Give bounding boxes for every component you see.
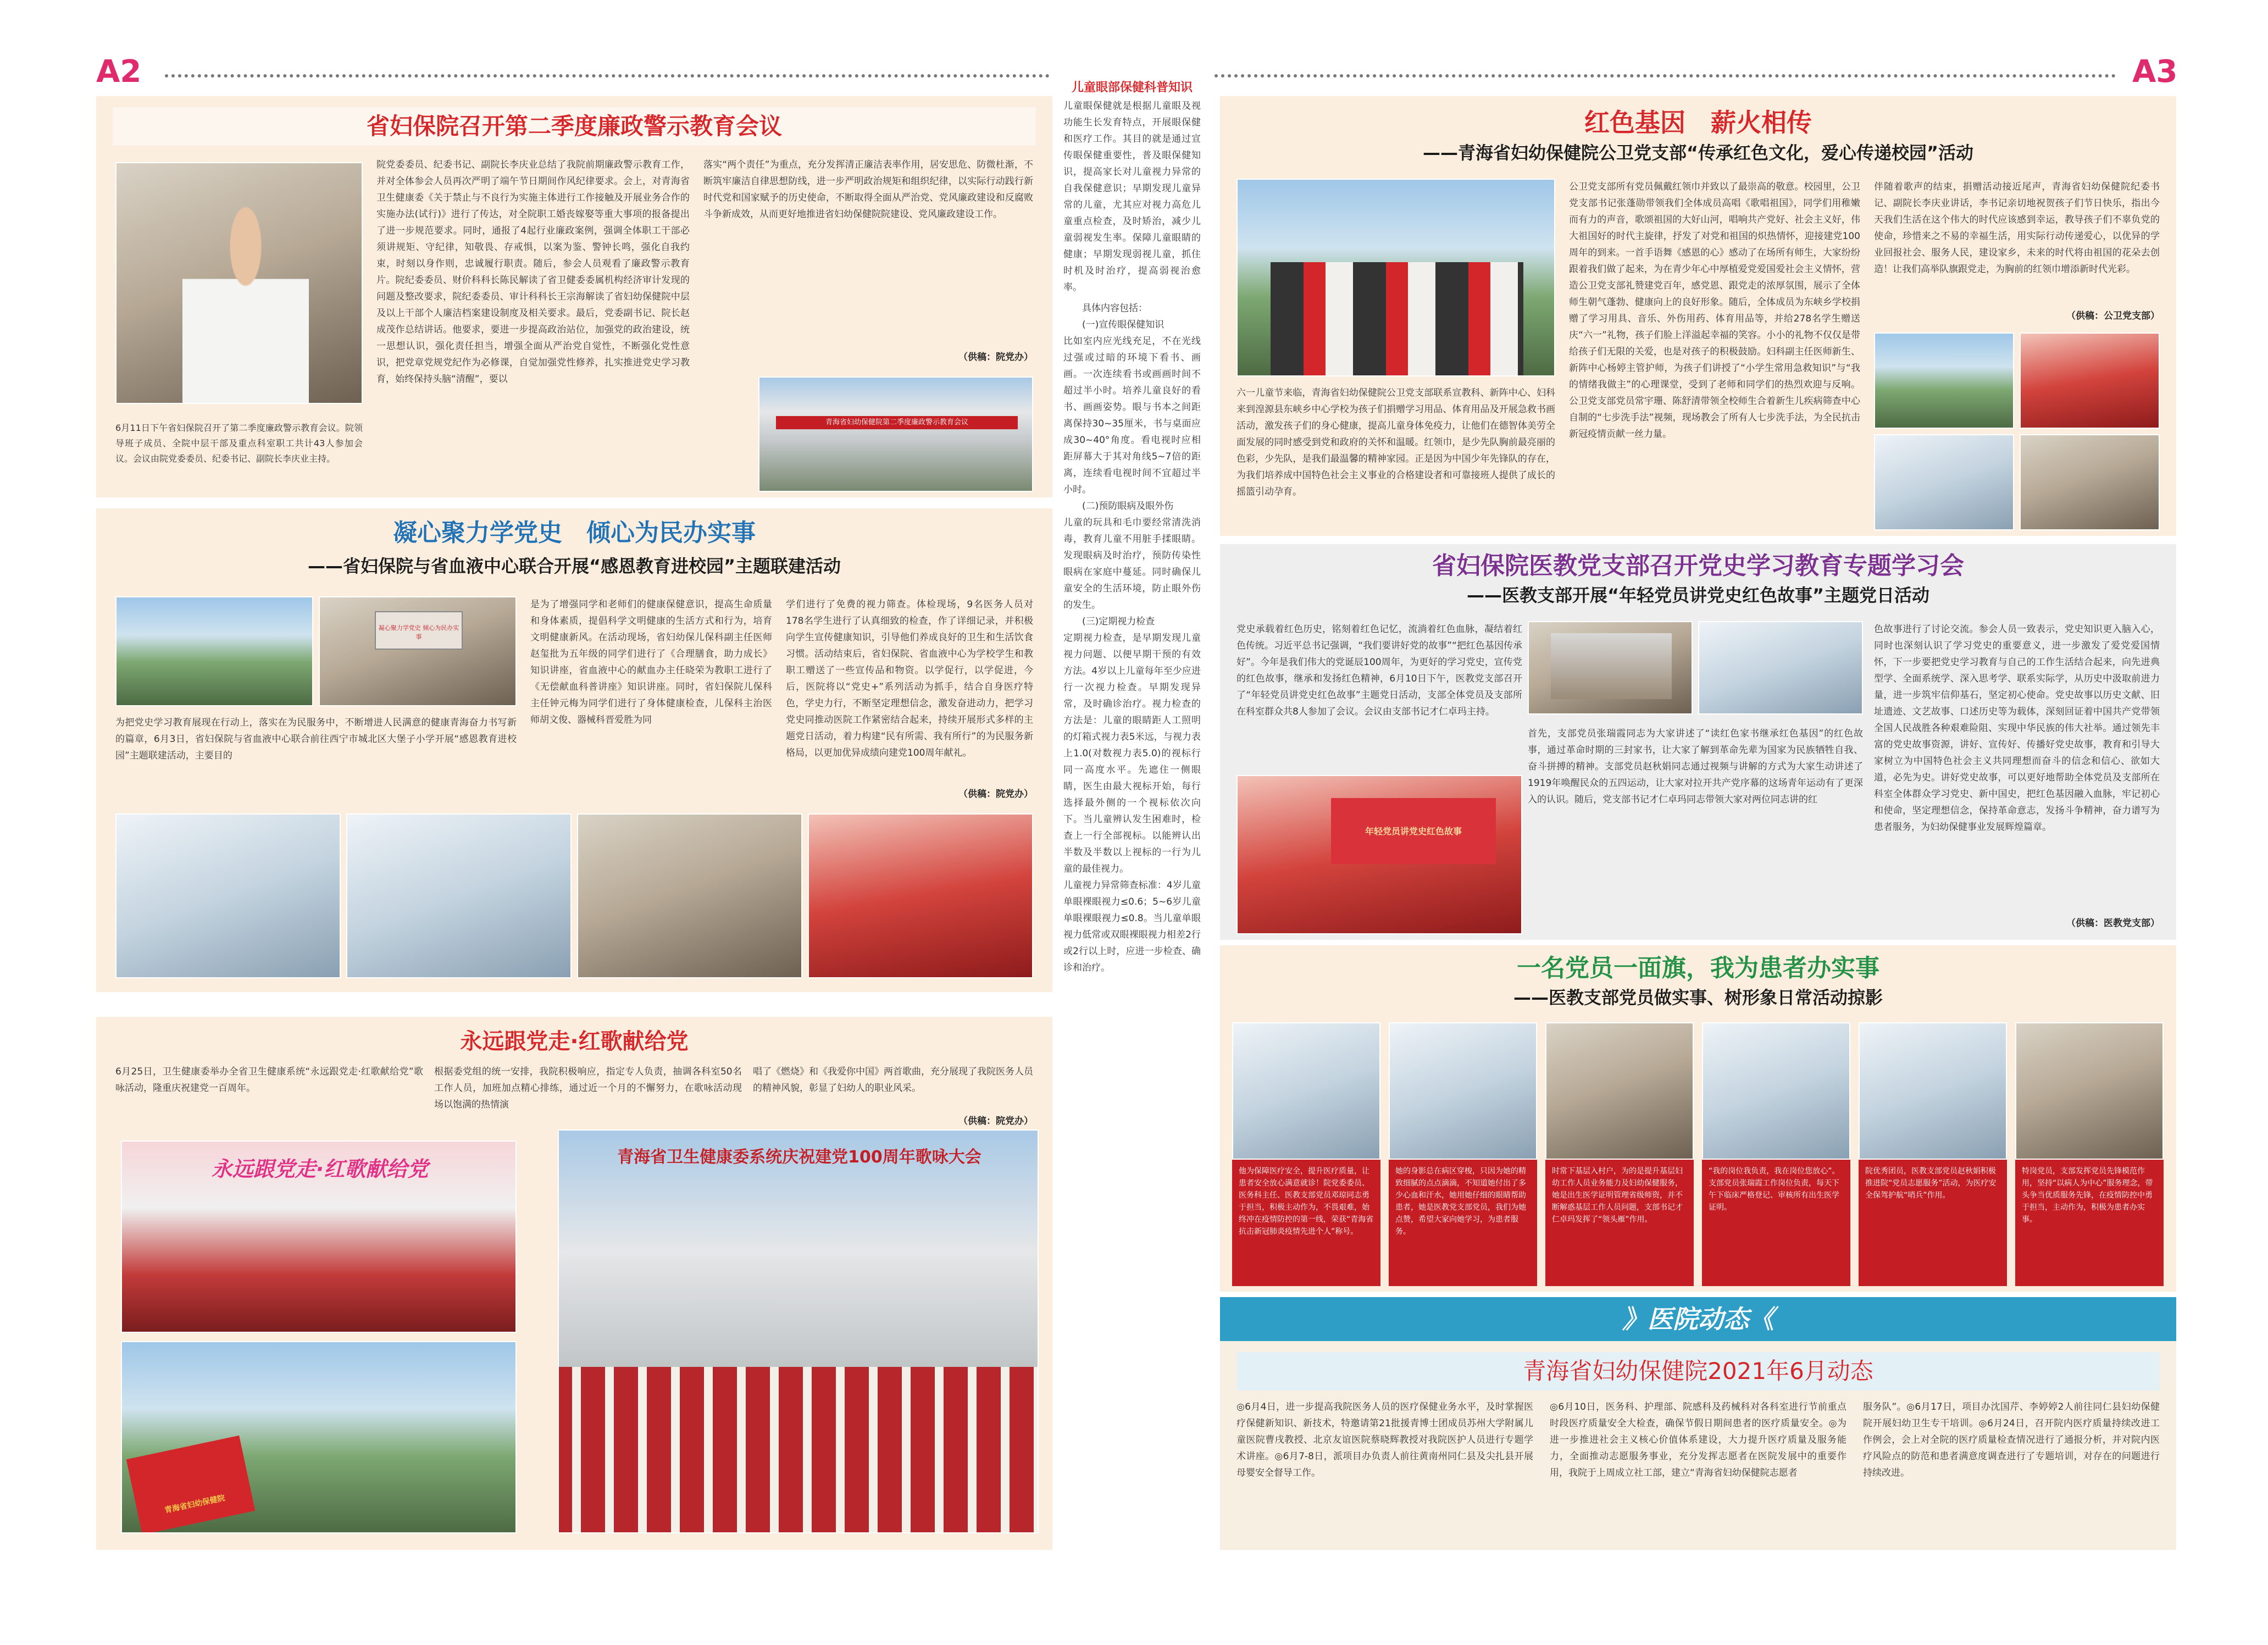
center-text-contents: 具体内容包括：	[1082, 303, 1147, 314]
a3-article2-title: 省妇保院医教党支部召开党史学习教育专题学习会	[1432, 552, 1964, 580]
center-text-4: 儿童视力异常筛查标准：4岁儿童单眼裸眼视力≤0.6；5~6岁儿童单眼裸眼视力≤0.8。当儿童单眼视力低常或双眼裸眼视力相差2行或2行以上时，应进一步检查、确诊和治疗。	[1063, 880, 1201, 973]
volunteer-caption-1: 他为保障医疗安全，提升医疗质量，让患者安全放心满意就诊！院党委委员、医务科主任、医教支部党员邓琼同志勇于担当，积极主动作为，不畏艰难，始终冲在疫情防控的第一线，荣获“青海省抗击新冠肺炎疫情先进个人”称号。	[1232, 1160, 1380, 1286]
header-divider-right	[1215, 74, 2116, 77]
volunteer-card-6	[2015, 1022, 2164, 1286]
a2-article2-photo-group	[808, 813, 1033, 978]
center-text-intro: 儿童眼保健就是根据儿童眼及视功能生长发育特点，开展眼保健和医疗工作。其目的就是通过宣传眼保健重要性，普及眼保健知识，提高家长对儿童视力异常的自我保健意识；早期发现儿童异常的儿童，尤其应对视力高危儿童重点检查，及时矫治，减少儿童弱视发生率。保障儿童眼睛的健康；早期发现弱视儿童，抓住时机及时治疗，提高弱视治愈率。	[1063, 101, 1201, 293]
a3-article1-source: （供稿：公卫党支部）	[2066, 311, 2160, 322]
a2-article3-photo-choir-1	[121, 1140, 517, 1333]
volunteer-photo-3	[1545, 1022, 1694, 1160]
a2-article1-source: （供稿：院党办）	[958, 352, 1033, 363]
a2-article1-photo-speaker	[115, 162, 363, 404]
a3-article2-subtitle: ——医教支部开展“年轻党员讲党史红色故事”主题党日活动	[1466, 585, 1930, 606]
volunteer-card-5	[1859, 1022, 2007, 1286]
a2-article1-panel	[96, 96, 1052, 497]
a3-article1-col3: 伴随着歌声的结束，捐赠活动接近尾声，青海省妇幼保健院纪委书记、副院长李庆业讲话，李书记亲切地祝贺孩子们节日快乐，指出今天我们生活在这个伟大的时代应该感到幸运，教导孩子们不辜负党的使命，珍惜来之不易的幸福生活，用实际行动传递爱心，以优异的学业回报社会、服务人民，建设家乡，未来的时代将由祖国的花朵去创造！让我们高举队旗跟党走，为胸前的红领巾增添新时代光彩。	[1874, 181, 2160, 275]
a3-article2-photo-video	[1528, 621, 1693, 715]
choir-banner: 永远跟党走·红歌献给党	[211, 1157, 429, 1181]
a2-article3-photo-choir-2	[121, 1341, 517, 1533]
a3-article2-source: （供稿：医教党支部）	[2066, 918, 2160, 929]
volunteer-card-1	[1232, 1022, 1380, 1286]
volunteer-photo-4	[1702, 1022, 1850, 1160]
a3-article2-photo-meeting	[1698, 621, 1863, 715]
center-column	[1063, 98, 1201, 1549]
speaker-screen: 年轻党员讲党史红色故事	[1331, 798, 1496, 864]
a2-article2-col3: 学们进行了免费的视力筛查。体检现场，9名医务人员对178名学生进行了认真细致的检查，作了详细记录，并积极向学生宣传健康知识，引导他们养成良好的卫生和生活饮食习惯。活动结束后，省妇保院、省血液中心为学校学生和教职工赠送了一些宣传品和物资。以学促行，以学促进，今后，医院将以“党史+”系列活动为抓手，结合自身医疗特色，学史力行，不断坚定理想信念，激发奋进动力，把学习党史同推动医院工作紧密结合起来，持续开展形式多样的主题党日活动，着力构建“民有所需、我有所行”的为民服务新格局，以更加优异成绩向建党100周年献礼。	[786, 599, 1033, 758]
a2-article3-col3: 唱了《燃烧》和《我爱你中国》两首歌曲，充分展现了我院医务人员的精神风貌，彰显了妇幼人的职业风采。	[753, 1066, 1033, 1094]
a2-article1-col3: 落实“两个责任”为重点，充分发挥清正廉洁表率作用，居安思危、防微杜渐，不断筑牢廉洁自律思想防线，进一步严明政治规矩和组织纪律，以实际行动践行新时代党和国家赋予的历史使命，不断取得全面从严治党、党风廉政建设和反腐败斗争新成效，从而更好地推进省妇幼保健院院建设、党风廉政建设工作。	[703, 159, 1033, 220]
video-screen	[1551, 633, 1672, 699]
dynamics-col3: 服务队”。◎6月17日，项目办沈国芹、李婷婷2人前往同仁县妇幼保健院开展妇幼卫生专干培训。◎6月24日，召开院内医疗质量持续改进工作例会，会上对全院的医疗质量检查情况进行了通报分析，并对院内医疗风险点的防范和患者满意度调查进行了专题培训，对存在的问题进行持续改进。	[1863, 1402, 2160, 1478]
a3-article1-photo-gift-2	[2020, 333, 2160, 429]
a2-article3-col1: 6月25日，卫生健康委举办全省卫生健康系统“永远跟党走·红歌献给党”歌咏活动，隆重庆祝建党一百周年。	[115, 1066, 423, 1094]
lecture-screen: 凝心聚力学党史 倾心为民办实事	[375, 611, 463, 650]
a2-article2-photo-checkup-2	[346, 813, 572, 978]
a3-article1-title: 红色基因 薪火相传	[1584, 108, 1812, 137]
a3-dynamics-panel	[1220, 1297, 2176, 1550]
a2-article2-photo-checkup-3	[577, 813, 802, 978]
volunteer-card-3	[1545, 1022, 1694, 1286]
volunteer-card-4	[1702, 1022, 1850, 1286]
a3-article2-photo-speaker	[1236, 775, 1522, 934]
a3-article1-photo-redscarf	[1236, 179, 1555, 376]
a2-article3-panel	[96, 1017, 1052, 1550]
a3-article3-subtitle: ——医教支部党员做实事、树形象日常活动掠影	[1513, 987, 1883, 1008]
a2-article3-source: （供稿：院党办）	[958, 1116, 1033, 1127]
dynamics-band-title: 》医院动态《	[1622, 1304, 1774, 1334]
a2-article3-col2: 根据委党组的统一安排，我院积极响应，指定专人负责，抽调各科室50名工作人员，加班加点精心排练，通过近一个月的不懈努力，在歌咏活动现场以饱满的热情演	[434, 1066, 742, 1110]
a3-article3-panel	[1220, 945, 2176, 1292]
page-number-left: A2	[96, 54, 142, 90]
volunteer-photo-1	[1232, 1022, 1380, 1160]
a3-article1-caption: 六一儿童节来临，青海省妇幼保健院公卫党支部联系宣教科、新阵中心、妇科来到湟源县东峡乡中心学校为孩子们捐赠学习用品、体育用品及开展急救书画活动，激发孩子们的身心健康，提高儿童身体免疫力，让他们在德智体美劳全面发展的同时感受到党和政府的关怀和温暖。红领巾，是少先队胸前最亮丽的色彩，少先队，是我们最温馨的精神家园。正是因为中国少年先锋队的存在，为我们培养成中国特色社会主义事业的合格建设者和可靠接班人提供了成长的摇篮引动孕育。	[1236, 387, 1555, 497]
volunteer-photo-5	[1859, 1022, 2007, 1160]
center-text-2: 儿童的玩具和毛巾要经常清洗消毒，教育儿童不用脏手揉眼睛。发现眼病及时治疗，预防传染性眼病在家庭中蔓延。同时确保儿童安全的生活环境，防止眼外伤的发生。	[1063, 517, 1201, 611]
a2-article2-photo-school	[115, 596, 313, 706]
a2-article2-source: （供稿：院党办）	[958, 789, 1033, 800]
a2-article1-col2: 院党委委员、纪委书记、副院长李庆业总结了我院前期廉政警示教育工作，并对全体参会人员再次严明了端午节日期间作风纪律要求。会上，对青海省卫生健康委《关于禁止与不良行为实施主体进行工作接触及开展业务合作的实施办法(试行)》进行了传达，对全院职工婚丧嫁娶等重大事项的报备提出了进一步规范要求。同时，通报了4起行业廉政案例，强调全体职工干部必须讲规矩、守纪律，知敬畏、存戒惧，以案为鉴、警钟长鸣，强化自我约束，时刻以身作则，忠诚履行职责。随后，参会人员观看了廉政警示教育片。院纪委委员、财价科科长陈民解读了省卫健委委属机构经济审计发现的问题及整改要求，院纪委委员、审计科科长王宗海解读了省妇幼保健院中层及以上干部个人廉洁档案建设制度及相关要求。最后，党委副书记、院长赵成茂作总结讲话。他要求，要进一步提高政治站位，加强党的政治建设，统一思想认识，强化责任担当，增强全面从严治党自觉性，不断强化党性意识，把党章党规党纪作为必修课，自觉加强党性修养，扎实推进党史学习教育，始终保持头脑“清醒”，要以	[376, 159, 690, 385]
a2-article2-col2: 是为了增强同学和老师们的健康保健意识，提高生命质量和身体素质，提倡科学文明健康的生活方式和行为，培育文明健康新风。在活动现场，省妇幼保儿保科副主任医师赵玺批为五年级的同学们进行了《合理膳食，助力成长》知识讲座，省血液中心的献血办主任晓荣为教职工进行了《无偿献血科普讲座》知识讲座。同时，省妇保院儿保科主任钟元梅为同学们进行了身体健康检查，儿保科主治医师胡文俊、器械科晋爱胜为同	[530, 599, 772, 725]
a3-article1-photo-class-2	[2020, 434, 2160, 530]
page-number-right: A3	[2132, 54, 2178, 90]
a3-article1-col2: 公卫党支部所有党员佩戴红领巾并致以了最崇高的敬意。校园里，公卫党支部书记张蓬勋带领我们全体成员高唱《歌唱祖国》，同学们用稚嫩而有力的声音，歌颂祖国的大好山河，唱响共产党好、社会主义好，伟大祖国好的时代主旋律，抒发了对党和祖国的炽热情怀，迎接建党100周年的到来。一首手语舞《感恩的心》感动了在场所有师生，大家纷纷跟着我们做了起来，为在青少年心中厚植爱党爱国爱社会主义情怀，营造公卫党支部礼赞建党百年，感党恩、跟党走的浓厚氛围，展示了全体师生朝气蓬勃、健康向上的良好形象。随后，全体成员为东峡乡学校捐赠了学习用具、音乐、外伤用药、体育用品等，并给278名学生赠送庆“六一”礼物，孩子们脸上洋溢起幸福的笑容。小小的礼物不仅仅是带给孩子们无限的关爱，也是对孩子的积极鼓励。妇科副主任医师新生、新阵中心杨婷主管护师，为孩子们讲授了“小学生常用急救知识”与“我的情绪我做主”的心理课堂，受到了老师和同学们的热烈欢迎与反响。公卫党支部党员常宇珊、陈舒清带领全校师生合着新生儿疾病筛查中心自制的“七步洗手法”视频，现场教会了所有人七步洗手法，为全民抗击新冠疫情贡献一丝力量。	[1569, 181, 1860, 440]
a3-article1-photo-gift-1	[1874, 333, 2014, 429]
a2-article2-title: 凝心聚力学党史 倾心为民办实事	[393, 519, 756, 547]
volunteer-caption-6: 特岗党员，支部发挥党员先锋模范作用，坚持“以病人为中心”服务理念，带头争当优质服务先锋，在疫情防控中勇于担当，主动作为，积极为患者办实事。	[2015, 1160, 2164, 1286]
dynamics-band	[1220, 1297, 2176, 1341]
a3-article1-subtitle: ——青海省妇幼保健院公卫党支部“传承红色文化，爱心传递校园”活动	[1422, 142, 1974, 163]
volunteer-caption-2: 她的身影总在病区穿梭，只因为她的精致细腻的点点滴滴，不知道她付出了多少心血和汗水，她用她仔细的眼睛帮助患者，她是医教党支部党员，我们为她点赞，希望大家向她学习，为患者服务。	[1389, 1160, 1537, 1286]
volunteer-photo-2	[1389, 1022, 1537, 1160]
speaker-figure	[182, 202, 309, 404]
meeting-banner: 青海省妇幼保健院第二季度廉政警示教育会议	[776, 416, 1018, 429]
a2-article2-photo-checkup-1	[115, 813, 341, 978]
center-heading-2: (二)预防眼病及眼外伤	[1082, 501, 1174, 512]
concert-banner: 青海省卫生健康委系统庆祝建党100周年歌咏大会	[617, 1148, 981, 1167]
volunteer-caption-5: 院优秀团员，医教支部党员赵秋娟积极推进院“党员志愿服务”活动，为医疗安全保驾护航“哨兵”作用。	[1859, 1160, 2007, 1286]
party-flag	[126, 1436, 256, 1533]
a3-article2-col1: 党史承载着红色历史，铭刻着红色记忆，流淌着红色血脉，凝结着红色传统。习近平总书记强调，“我们要讲好党的故事”“把红色基因传承好”。今年是我们伟大的党诞辰100周年，为更好的学习党史，宣传党的红色故事，继承和发扬红色精神，6月10日下午，医教党支部召开了“年轻党员讲党史红色故事”主题党日活动，支部全体党员及支部所在科室群众共8人参加了会议。会议由支部书记才仁卓玛主持。	[1236, 624, 1522, 717]
center-heading-3: (三)定期视力检查	[1082, 616, 1155, 627]
a2-article2-photo-lecture	[319, 596, 517, 706]
a2-article3-photo-concert	[558, 1129, 1039, 1533]
concert-crowd	[559, 1367, 1039, 1533]
volunteer-caption-3: 时常下基层入村户，为的是提升基层妇幼工作人员业务能力及妇幼保健服务，她是出生医学证明管理省级师资，并不断解惑基层工作人员问题，支部书记才仁卓玛发挥了“领头雁”作用。	[1545, 1160, 1694, 1286]
a2-article1-title: 省妇保院召开第二季度廉政警示教育会议	[113, 107, 1036, 146]
a3-article2-panel	[1220, 544, 2176, 940]
a3-article1-panel	[1220, 96, 2176, 536]
volunteer-card-2	[1389, 1022, 1537, 1286]
red-scarves	[1271, 262, 1523, 376]
party-flag-text: 青海省妇幼保健院	[164, 1493, 226, 1515]
center-text-3: 定期视力检查，是早期发现儿童视力问题、以便早期干预的有效方法。4岁以上儿童每年至少应进行一次视力检查。早期发现异常，及时确诊治疗。视力检查的方法是：儿童的眼睛距人工照明的灯箱式视力表5米远，与视力表上1.0(对数视力表5.0)的视标行同一高度水平。先遮住一侧眼睛，医生由最大视标开始，每行选择最外侧的一个视标依次向下。当儿童辨认发生困难时，检查上一行全部视标。以能辨认出半数及半数以上视标的一行为儿童的最佳视力。	[1063, 633, 1201, 874]
a3-article2-col3: 色故事进行了讨论交流。参会人员一致表示，党史知识更入脑入心，同时也深刻认识了学习党史的重要意义，进一步激发了爱党爱国情怀，下一步要把党史学习教育与自己的工作生活结合起来，向先进典型学、全面系统学、深入思考学、联系实际学，从历史中汲取前进力量，进一步筑牢信仰基石，坚定初心使命。党史故事以历史文献、旧址遗迹、文艺故事、口述历史等为载体，深刻回证着中国共产党带领全国人民战胜各种艰难险阻、实现中华民族的伟大社举。通过领先丰富的党史故事资源，讲好、宣传好、传播好党史故事，教育和引导大家树立为中国特色社会主义共同理想而奋斗的信念和信心、欲如大道，必先为史。讲好党史故事，可以更好地帮助全体党员及支部所在科室全体群众学习党史、新中国史，把红色基因融入血脉，牢记初心和使命，坚定理想信念，保持革命意志，发扬斗争精神，奋力谱写为患者服务，为妇幼保健事业发展辉煌篇章。	[1874, 624, 2160, 833]
a3-article1-photo-class-1	[1874, 434, 2014, 530]
center-text-1: 比如室内应光线充足，不在光线过强或过暗的环境下看书、画画。一次连续看书或画画时间不超过半小时。培养儿童良好的看书、画画姿势。眼与书本之间距离保持30~35厘米，书与桌面应成30~40°角度。看电视时应相距屏幕大于其对角线5~7倍的距离，连续看电视时间不宜超过半小时。	[1063, 336, 1201, 495]
center-column-title: 儿童眼部保健科普知识	[1071, 81, 1193, 95]
volunteer-caption-4: “我的岗位我负责，我在岗位您放心”。支部党员张瑞霞工作岗位负责，每天下午下临床严格登记、审核所有出生医学证明。	[1702, 1160, 1850, 1286]
center-heading-1: (一)宣传眼保健知识	[1082, 319, 1165, 330]
a2-article3-title: 永远跟党走·红歌献给党	[460, 1029, 689, 1054]
volunteer-photo-6	[2015, 1022, 2164, 1160]
dynamics-col2: ◎6月10日，医务科、护理部、院感科及药械科对各科室进行节前重点时段医疗质量安全大检查，确保节假日期间患者的医疗质量安全。◎为进一步推进社会主义核心价值体系建设，大力提升医疗质量及服务能力，全面推动志愿服务事业，充分发挥志愿者在医院发展中的重要作用，我院于上周成立社工部，建立“青海省妇幼保健院志愿者	[1550, 1402, 1846, 1478]
a2-article2-subtitle: ——省妇保院与省血液中心联合开展“感恩教育进校园”主题联建活动	[307, 556, 841, 577]
header-divider-left	[165, 74, 1050, 77]
dynamics-title-box	[1236, 1352, 2160, 1391]
dynamics-title: 青海省妇幼保健院2021年6月动态	[1523, 1358, 1873, 1384]
dynamics-col1: ◎6月4日，进一步提高我院医务人员的医疗保健业务水平，及时掌握医疗保健新知识、新技术，特邀请第21批援青博士团成员苏州大学附属儿童医院曹戌教授、北京友谊医院蔡晓辉教授对我院医护人员进行专题学术讲座。◎6月7-8日，派项目办负责人前往黄南州同仁县及尖扎县开展母婴安全督导工作。	[1236, 1402, 1533, 1478]
a2-article1-photo-meeting	[758, 376, 1033, 492]
a2-article1-caption: 6月11日下午省妇保院召开了第二季度廉政警示教育会议。院领导班子成员、全院中层干部及重点科室职工共计43人参加会议。会议由院党委委员、纪委书记、副院长李庆业主持。	[115, 423, 363, 464]
a3-article3-title: 一名党员一面旗，我为患者办实事	[1517, 954, 1879, 982]
a2-article2-panel	[96, 508, 1052, 992]
a3-article2-col2: 首先，支部党员张瑞霞同志为大家讲述了“读红色家书继承红色基因”的红色故事，通过革命时期的三封家书，让大家了解到革命先辈为国家为民族牺牲自我、奋斗拼搏的精神。支部党员赵秋娟同志通过视频与讲解的方式为大家生动讲述了1919年唤醒民众的五四运动，让大家对拉开共产党序幕的这场青年运动有了更深入的认识。随后，党支部书记才仁卓玛同志带领大家对两位同志讲的红	[1528, 728, 1863, 805]
a2-article2-col1: 为把党史学习教育展现在行动上，落实在为民服务中，不断增进人民满意的健康青海奋力书写新的篇章，6月3日，省妇保院与省血液中心联合前往西宁市城北区大堡子小学开展“感恩教育进校园”主题联建活动，主要目的	[115, 717, 517, 761]
